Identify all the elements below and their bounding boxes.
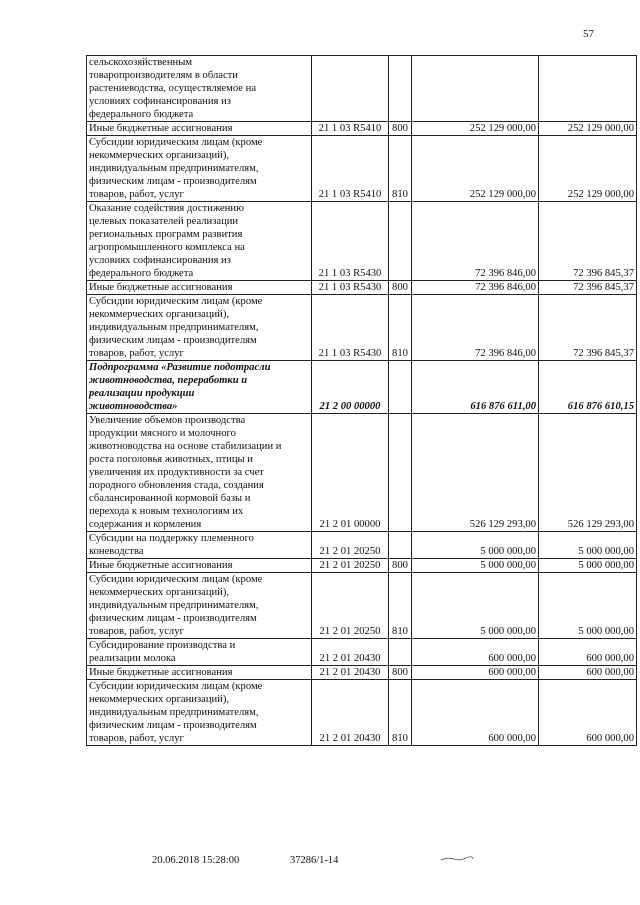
row-amount-planned: 616 876 611,00: [412, 361, 539, 414]
row-name: Иные бюджетные ассигнования: [87, 122, 312, 136]
row-expense-type: 800: [389, 559, 412, 573]
row-name: Подпрограмма «Развитие подотрасли животноводства, переработки и реализации продукции животноводства»: [87, 361, 312, 414]
row-amount-planned: 252 129 000,00: [412, 136, 539, 202]
row-name: Субсидии юридическим лицам (кроме некоммерческих организаций), индивидуальным предпринимателям, физическим лицам - производителям товаров, работ, услуг: [87, 295, 312, 361]
footer-doc-number: 37286/1-14: [290, 855, 339, 866]
row-code: [312, 56, 389, 122]
row-amount-executed: 526 129 293,00: [539, 414, 637, 532]
row-expense-type: 810: [389, 136, 412, 202]
row-amount-executed: 600 000,00: [539, 666, 637, 680]
row-amount-executed: 72 396 845,37: [539, 295, 637, 361]
row-code: 21 1 03 R5430: [312, 295, 389, 361]
row-code: 21 2 00 00000: [312, 361, 389, 414]
row-name: сельскохозяйственным товаропроизводителям в области растениеводства, осуществляемое на условиях софинансирования из федерального бюджета: [87, 56, 312, 122]
row-code: 21 2 01 20430: [312, 666, 389, 680]
row-amount-planned: 526 129 293,00: [412, 414, 539, 532]
row-expense-type: [389, 532, 412, 559]
table-row: [87, 136, 637, 202]
row-amount-planned: 600 000,00: [412, 639, 539, 666]
row-name: Субсидии юридическим лицам (кроме некоммерческих организаций), индивидуальным предпринимателям, физическим лицам - производителям товаров, работ, услуг: [87, 680, 312, 746]
row-name: Оказание содействия достижению целевых показателей реализации региональных программ развития агропромышленного комплекса на условиях софинансирования из федерального бюджета: [87, 202, 312, 281]
row-name: Иные бюджетные ассигнования: [87, 559, 312, 573]
row-name: Субсидирование производства и реализации молока: [87, 639, 312, 666]
table-row: [87, 573, 637, 639]
row-amount-executed: 252 129 000,00: [539, 122, 637, 136]
row-amount-executed: 5 000 000,00: [539, 573, 637, 639]
row-name: Иные бюджетные ассигнования: [87, 281, 312, 295]
row-expense-type: 810: [389, 573, 412, 639]
row-name: Субсидии юридическим лицам (кроме некоммерческих организаций), индивидуальным предпринимателям, физическим лицам - производителям товаров, работ, услуг: [87, 136, 312, 202]
row-code: 21 2 01 20430: [312, 639, 389, 666]
row-amount-planned: [412, 56, 539, 122]
row-amount-planned: 5 000 000,00: [412, 559, 539, 573]
row-code: 21 1 03 R5410: [312, 136, 389, 202]
table-row: [87, 680, 637, 746]
row-amount-planned: 5 000 000,00: [412, 573, 539, 639]
row-expense-type: [389, 414, 412, 532]
table-row: [87, 414, 637, 532]
row-amount-planned: 72 396 846,00: [412, 202, 539, 281]
row-amount-planned: 600 000,00: [412, 666, 539, 680]
table-row: [87, 281, 637, 295]
row-amount-planned: 72 396 846,00: [412, 281, 539, 295]
row-expense-type: 810: [389, 295, 412, 361]
row-expense-type: [389, 639, 412, 666]
row-code: 21 1 03 R5430: [312, 281, 389, 295]
row-amount-executed: [539, 56, 637, 122]
table-row: [87, 122, 637, 136]
row-expense-type: 800: [389, 122, 412, 136]
budget-table-body: [87, 56, 637, 746]
row-code: 21 2 01 00000: [312, 414, 389, 532]
row-amount-executed: 5 000 000,00: [539, 559, 637, 573]
row-amount-planned: 600 000,00: [412, 680, 539, 746]
footer-datetime: 20.06.2018 15:28:00: [152, 855, 240, 866]
table-row: [87, 202, 637, 281]
row-expense-type: [389, 202, 412, 281]
table-row: [87, 56, 637, 122]
row-name: Субсидии на поддержку племенного коневодства: [87, 532, 312, 559]
row-amount-planned: 72 396 846,00: [412, 295, 539, 361]
row-code: 21 1 03 R5430: [312, 202, 389, 281]
page-number: 57: [583, 28, 594, 40]
row-amount-executed: 72 396 845,37: [539, 202, 637, 281]
row-amount-executed: 252 129 000,00: [539, 136, 637, 202]
table-row: [87, 532, 637, 559]
row-amount-executed: 600 000,00: [539, 639, 637, 666]
table-row: [87, 361, 637, 414]
row-expense-type: 800: [389, 666, 412, 680]
row-code: 21 2 01 20430: [312, 680, 389, 746]
row-amount-planned: 252 129 000,00: [412, 122, 539, 136]
row-code: 21 1 03 R5410: [312, 122, 389, 136]
row-expense-type: 800: [389, 281, 412, 295]
row-name: Иные бюджетные ассигнования: [87, 666, 312, 680]
row-amount-executed: 600 000,00: [539, 680, 637, 746]
row-amount-planned: 5 000 000,00: [412, 532, 539, 559]
table-row: [87, 666, 637, 680]
row-expense-type: [389, 361, 412, 414]
row-expense-type: 810: [389, 680, 412, 746]
row-code: 21 2 01 20250: [312, 559, 389, 573]
table-row: [87, 639, 637, 666]
signature-mark: [440, 856, 474, 862]
row-name: Субсидии юридическим лицам (кроме некоммерческих организаций), индивидуальным предпринимателям, физическим лицам - производителям товаров, работ, услуг: [87, 573, 312, 639]
table-row: [87, 295, 637, 361]
row-amount-executed: 616 876 610,15: [539, 361, 637, 414]
row-name: Увеличение объемов производства продукции мясного и молочного животноводства на основе стабилизации и роста поголовья животных, птицы и увеличения их продуктивности за счет породного обновления стада, создания сбалансированной кормовой базы и перехода к новым технологиям их содержания и кормления: [87, 414, 312, 532]
budget-table: [86, 55, 637, 746]
row-code: 21 2 01 20250: [312, 573, 389, 639]
row-amount-executed: 5 000 000,00: [539, 532, 637, 559]
row-code: 21 2 01 20250: [312, 532, 389, 559]
table-row: [87, 559, 637, 573]
row-amount-executed: 72 396 845,37: [539, 281, 637, 295]
row-expense-type: [389, 56, 412, 122]
